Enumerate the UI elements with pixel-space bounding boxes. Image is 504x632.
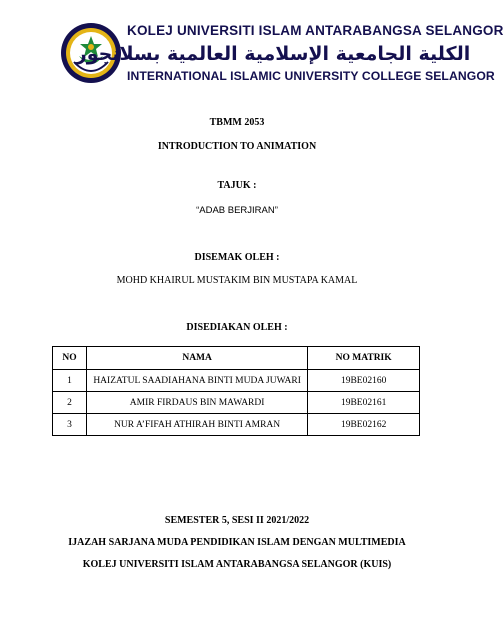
- column-header-name: NAMA: [86, 347, 307, 370]
- svg-text:الكلية الجامعية الإسلامية العا: الكلية الجامعية الإسلامية العالمية بسلانجور: [75, 43, 471, 65]
- column-header-matric: NO MATRIK: [308, 347, 420, 370]
- matric-number: 19BE02162: [308, 414, 420, 436]
- student-name: NUR A’FIFAH ATHIRAH BINTI AMRAN: [86, 414, 307, 436]
- institution-full-name: KOLEJ UNIVERSITI ISLAM ANTARABANGSA SELANGOR (KUIS): [82, 559, 392, 570]
- student-name: AMIR FIRDAUS BIN MAWARDI: [86, 392, 307, 414]
- institution-name-arabic-logotype: [75, 38, 471, 68]
- course-name: INTRODUCTION TO ANIMATION: [157, 141, 317, 152]
- reviewer-name: MOHD KHAIRUL MUSTAKIM BIN MUSTAPA KAMAL: [116, 275, 358, 286]
- table-header-row: [53, 347, 420, 370]
- institution-name-english: INTERNATIONAL ISLAMIC UNIVERSITY COLLEGE SELANGOR: [127, 69, 495, 83]
- course-code: TBMM 2053: [209, 117, 265, 128]
- reviewer-label: DISEMAK OLEH :: [194, 252, 280, 263]
- row-number: 1: [53, 370, 87, 392]
- programme-name: IJAZAH SARJANA MUDA PENDIDIKAN ISLAM DENGAN MULTIMEDIA: [68, 537, 406, 548]
- students-table: [52, 346, 420, 436]
- title-label: TAJUK :: [217, 180, 257, 191]
- column-header-no: NO: [53, 347, 87, 370]
- student-name: HAIZATUL SAADIAHANA BINTI MUDA JUWARI: [86, 370, 307, 392]
- table-row: [53, 414, 420, 436]
- project-title: “ADAB BERJIRAN”: [196, 205, 278, 216]
- matric-number: 19BE02161: [308, 392, 420, 414]
- row-number: 2: [53, 392, 87, 414]
- institution-header: [0, 0, 504, 100]
- semester-info: SEMESTER 5, SESI II 2021/2022: [164, 515, 310, 526]
- row-number: 3: [53, 414, 87, 436]
- prepared-by-label: DISEDIAKAN OLEH :: [186, 322, 288, 333]
- table-row: [53, 392, 420, 414]
- institution-name-malay: KOLEJ UNIVERSITI ISLAM ANTARABANGSA SELANGOR: [127, 23, 504, 38]
- matric-number: 19BE02160: [308, 370, 420, 392]
- table-row: [53, 370, 420, 392]
